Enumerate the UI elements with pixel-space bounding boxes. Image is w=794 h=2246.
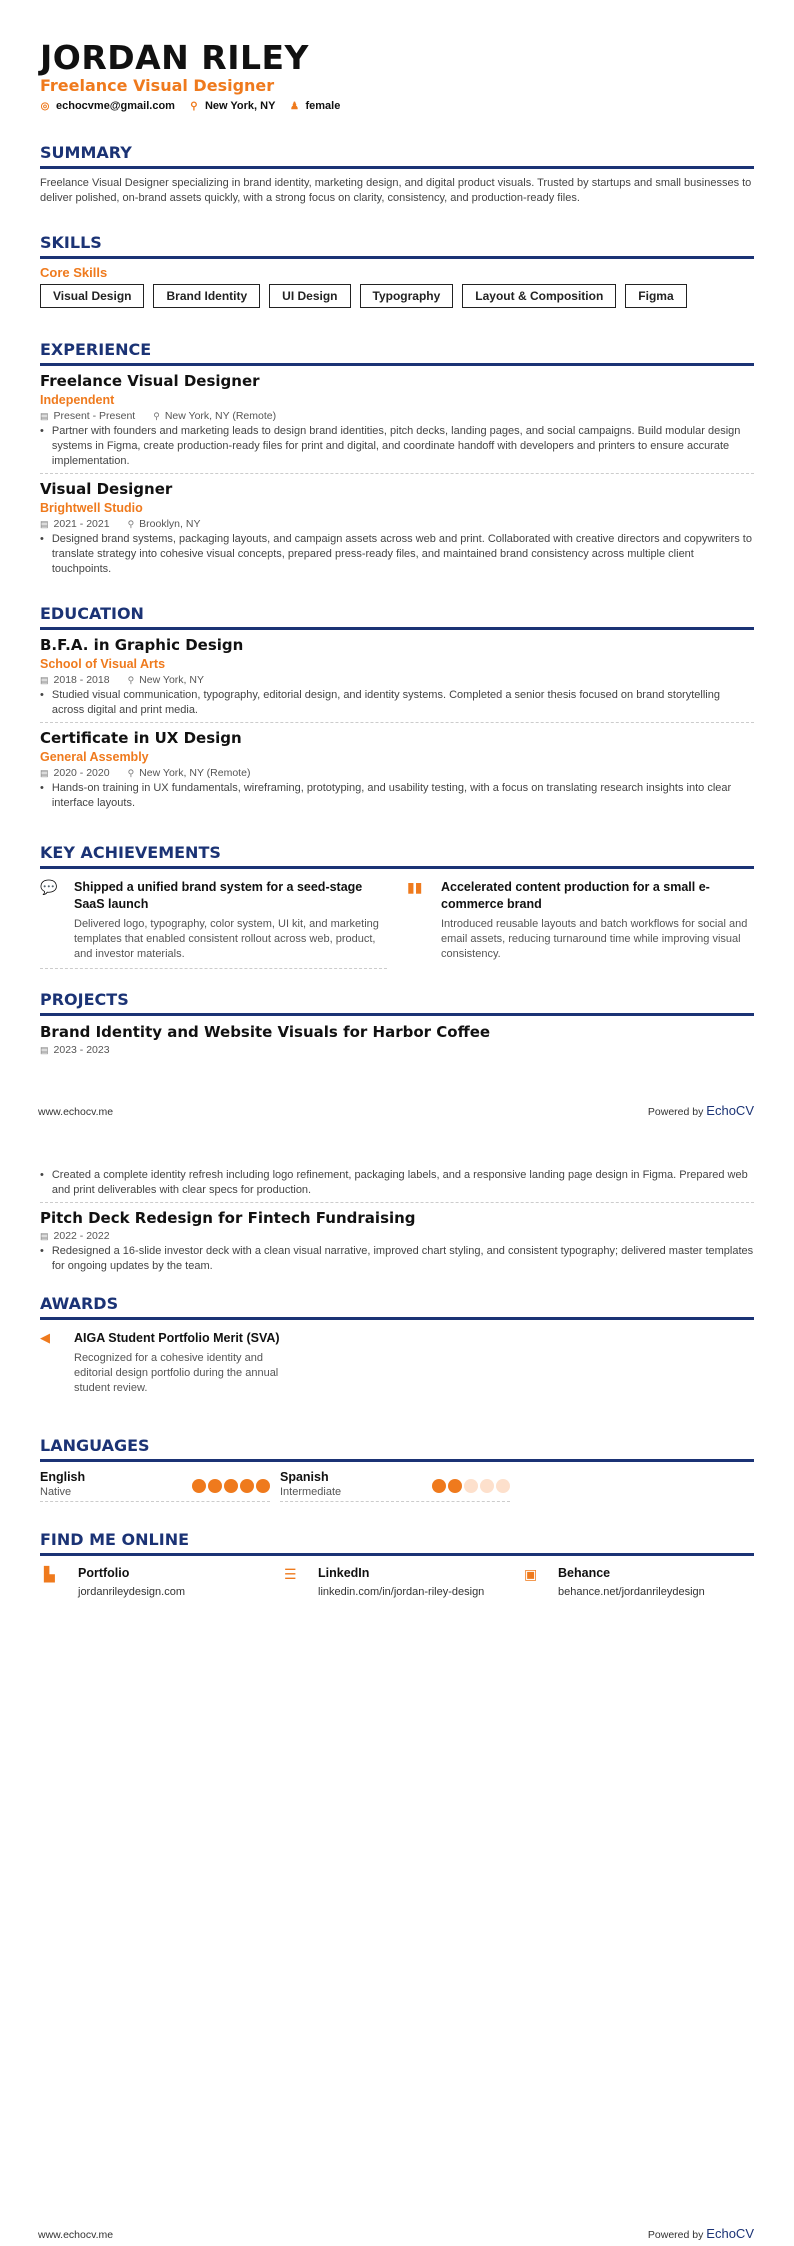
calendar-icon: ▤	[40, 1044, 49, 1055]
calendar-icon: ▤	[40, 674, 49, 685]
education-entry: Certificate in UX Design General Assembly ▤ 2020 - 2020 ⚲ New York, NY (Remote) • Hands-on training in UX fundamentals, wireframing, prototyping, and usability testing, with a focus on translating research insights into clear interface layouts.	[40, 729, 754, 811]
map-pin-icon: ⚲	[127, 767, 135, 778]
section-title-skills: SKILLS	[40, 233, 754, 259]
education-entry: B.F.A. in Graphic Design School of Visual Arts ▤ 2018 - 2018 ⚲ New York, NY • Studied visual communication, typography, editorial design, and identity systems. Completed a senior thesis focused on brand storytelling across digital and print media.	[40, 636, 754, 718]
experience-entry: Visual Designer Brightwell Studio ▤ 2021 - 2021 ⚲ Brooklyn, NY • Designed brand systems, packaging layouts, and campaign assets across web and print. Collaborated with creative directors and copywriters to translate strategy into cohesive visual concepts, prepared press-ready files, and maintained brand consistency across multiple client touchpoints.	[40, 480, 754, 577]
map-pin-icon: ⚲	[153, 410, 160, 421]
map-pin-icon: ⚲	[127, 674, 135, 685]
school: General Assembly	[40, 750, 149, 764]
experience-list	[40, 372, 754, 577]
skill-chip: Layout & Composition	[462, 284, 616, 308]
section-title-education: EDUCATION	[40, 604, 754, 630]
footer-powered-by[interactable]: Powered by EchoCV	[647, 2226, 754, 2241]
award-item: ◀ AIGA Student Portfolio Merit (SVA) Recognized for a cohesive identity and editorial design portfolio during the annual student review.	[40, 1330, 280, 1394]
calendar-icon: ▤	[40, 410, 49, 421]
section-title-experience: EXPERIENCE	[40, 340, 754, 366]
lines-icon: ☰	[284, 1566, 297, 1582]
online-item-behance[interactable]: ▣ Behance behance.net/jordanrileydesign	[524, 1566, 705, 1598]
skill-chip: Figma	[625, 284, 686, 308]
online-list	[44, 1566, 764, 1598]
contact-list	[40, 100, 340, 112]
education-list	[40, 636, 754, 811]
language-item: English Native	[40, 1470, 270, 1502]
skill-chip: Brand Identity	[153, 284, 260, 308]
document-icon: ▙	[44, 1566, 55, 1582]
section-title-languages: LANGUAGES	[40, 1436, 754, 1462]
job-bullet: Designed brand systems, packaging layouts, and campaign assets across web and print. Collaborated with creative directors and copywriters to translate strategy into cohesive visual concepts, prepared press-ready files, and maintained brand consistency across multiple client touchpoints.	[51, 533, 752, 575]
contact-email[interactable]: ◎ echocvme@gmail.com	[40, 100, 175, 112]
skill-chip: Typography	[360, 284, 454, 308]
experience-entry: Freelance Visual Designer Independent ▤ Present - Present ⚲ New York, NY (Remote) • Partner with founders and marketing leads to design brand identities, pitch decks, landing pages, and social campaigns. Build modular design systems in Figma, create production-ready files for print and digital, and coordinate handoff with developers and printers to ensure accurate implementation.	[40, 372, 754, 469]
divider	[40, 1202, 754, 1203]
language-item: Spanish Intermediate	[280, 1470, 510, 1502]
employer: Independent	[40, 393, 115, 407]
project-title: Pitch Deck Redesign for Fintech Fundraising	[40, 1209, 416, 1227]
footer-website[interactable]: www.echocv.me	[38, 2229, 114, 2241]
section-title-achievements: KEY ACHIEVEMENTS	[40, 843, 754, 869]
school: School of Visual Arts	[40, 657, 166, 671]
award-tag-icon: ◀	[40, 1330, 50, 1345]
contact-location: ⚲ New York, NY	[190, 100, 276, 112]
project-title: Brand Identity and Website Visuals for Harbor Coffee	[40, 1023, 491, 1041]
rating-dots	[432, 1474, 510, 1498]
skill-chip: Visual Design	[40, 284, 144, 308]
archive-icon: ▣	[524, 1566, 538, 1582]
degree: Certificate in UX Design	[40, 729, 242, 747]
skills-group	[40, 265, 687, 308]
section-title-projects: PROJECTS	[40, 990, 754, 1016]
divider	[40, 722, 754, 723]
divider	[40, 473, 754, 474]
candidate-name: JORDAN RILEY	[40, 38, 309, 77]
summary-text: Freelance Visual Designer specializing in brand identity, marketing design, and digital product visuals. Trusted by startups and small businesses to deliver polished, on-brand assets quickly, with a strong focus on clarity, consistency, and production-ready files.	[40, 177, 752, 204]
speech-bubble-icon: 💬	[40, 879, 58, 895]
skill-chip: UI Design	[269, 284, 350, 308]
contact-gender: ♟ female	[289, 100, 341, 112]
achievement-item: 💬 Shipped a unified brand system for a seed-stage SaaS launch Delivered logo, typography, color system, UI kit, and marketing templates that enabled consistent rollout across web, product, and investor materials.	[40, 879, 387, 969]
online-item-portfolio[interactable]: ▙ Portfolio jordanrileydesign.com	[44, 1566, 185, 1598]
job-title: Visual Designer	[40, 480, 173, 498]
rating-dots	[192, 1474, 270, 1498]
achievement-item: ▮▮ Accelerated content production for a small e-commerce brand Introduced reusable layouts and batch workflows for social and email assets, reducing turnaround time while improving visual consistency.	[407, 879, 754, 969]
project-continued: • Created a complete identity refresh including logo refinement, packaging labels, and a responsive landing page design in Figma. Prepared web and print deliverables with clear specs for production. Pitch Deck Redesign for Fintech Fundraising ▤ 2022 - 2022 • Redesigned a 16-slide investor deck with a clean visual narrative, improved chart styling, and consistent typography; delivered master templates for ongoing updates by the team.	[40, 1169, 754, 1272]
at-icon: ◎	[40, 100, 50, 112]
calendar-icon: ▤	[40, 767, 49, 778]
section-title-online: FIND ME ONLINE	[40, 1530, 754, 1556]
project-entry: Pitch Deck Redesign for Fintech Fundraising ▤ 2022 - 2022 • Redesigned a 16-slide investor deck with a clean visual narrative, improved chart styling, and consistent typography; delivered master templates for ongoing updates by the team.	[40, 1209, 754, 1272]
user-icon: ♟	[289, 100, 299, 112]
project-entry: Brand Identity and Website Visuals for Harbor Coffee ▤ 2023 - 2023	[40, 1023, 754, 1056]
degree: B.F.A. in Graphic Design	[40, 636, 244, 654]
map-pin-icon: ⚲	[127, 518, 135, 529]
section-title-awards: AWARDS	[40, 1294, 754, 1320]
employer: Brightwell Studio	[40, 501, 143, 515]
footer-website[interactable]: www.echocv.me	[38, 1106, 114, 1118]
calendar-icon: ▤	[40, 1230, 49, 1241]
footer-powered-by[interactable]: Powered by EchoCV	[647, 1103, 754, 1118]
skills-group-label: Core Skills	[40, 265, 108, 280]
job-title: Freelance Visual Designer	[40, 372, 260, 390]
job-bullet: Partner with founders and marketing leads to design brand identities, pitch decks, landing pages, and social campaigns. Build modular design systems in Figma, create production-ready files for print and digital, and coordinate handoff with developers and printers to ensure accurate implementation.	[51, 425, 741, 467]
section-title-summary: SUMMARY	[40, 143, 754, 169]
candidate-role: Freelance Visual Designer	[40, 76, 275, 95]
achievements-grid	[40, 879, 754, 969]
calendar-icon: ▤	[40, 518, 49, 529]
languages-list	[40, 1470, 510, 1502]
map-pin-icon: ⚲	[190, 100, 198, 112]
online-item-linkedin[interactable]: ☰ LinkedIn linkedin.com/in/jordan-riley-design	[284, 1566, 485, 1598]
book-icon: ▮▮	[407, 879, 423, 895]
